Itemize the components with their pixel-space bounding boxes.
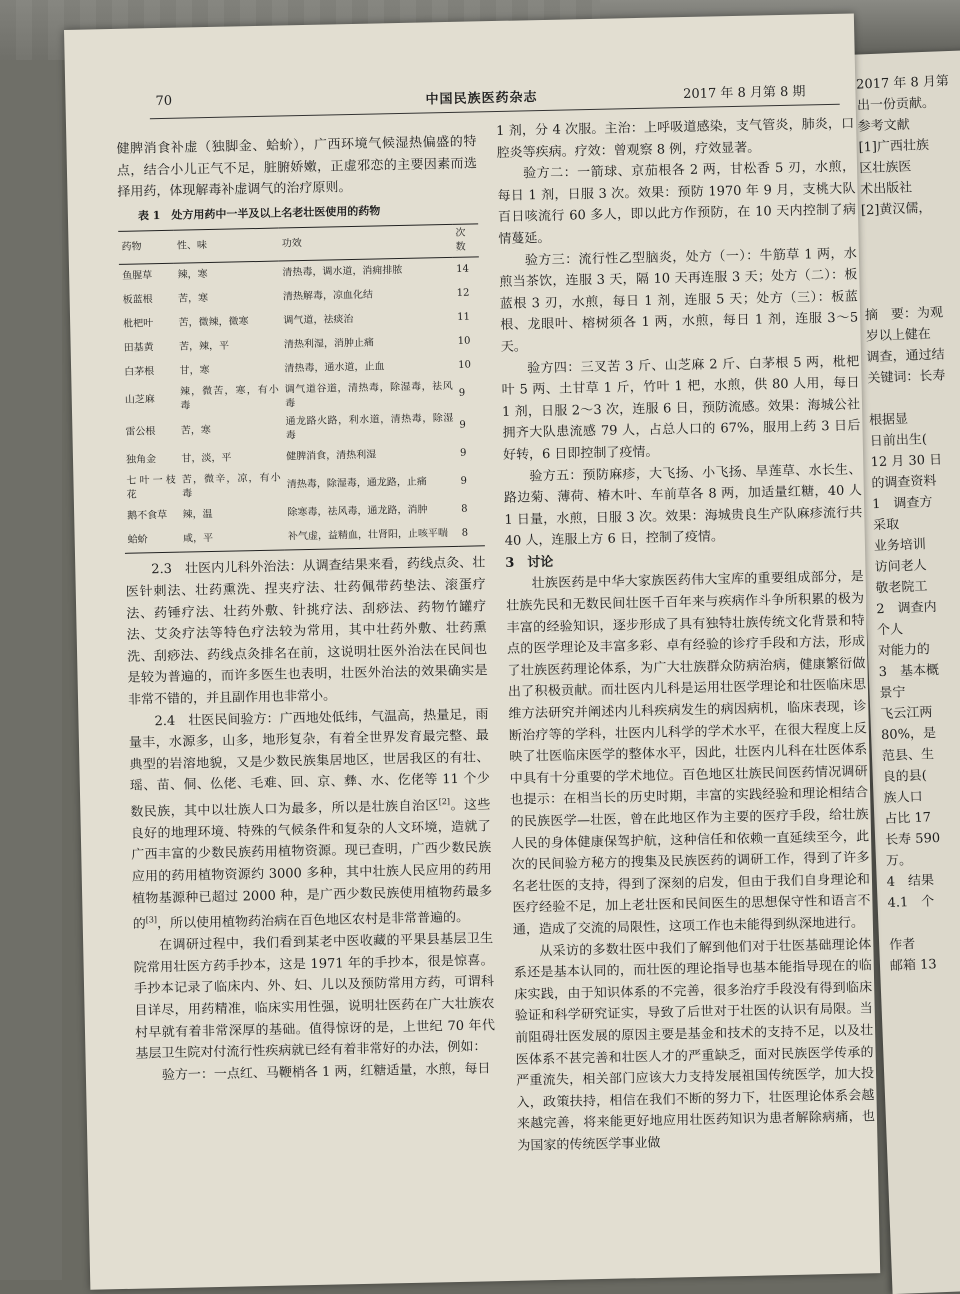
- table-cell: 苦，寒: [180, 425, 211, 438]
- s24-part-b: 。这些良好的地理环境、特殊的气候条件和复杂的人文环境，造就了广西丰富的少数民族药用植物资源。现已查明，广西少数民族应用的药用植物资源约 3000 多种，其中壮族人民应用的药用植物基源种已超过 2000 种，是广西少数民族使用植物药最多的: [130, 797, 493, 933]
- issue-info: 2017 年 8 月第 8 期: [683, 84, 806, 103]
- table-cell: 鹅不食草: [127, 510, 168, 523]
- section-3-heading: 3 讨论: [505, 554, 554, 571]
- table-cell: 通龙路火路，利水道，清热毒，除湿毒: [285, 413, 454, 442]
- table-cell: 9: [459, 448, 467, 460]
- table-cell: 苦，辣，平: [178, 340, 230, 354]
- next-page-line: 3 基本概: [878, 662, 940, 681]
- section-2-3: 2.3 壮医内儿科外治法：从调查结果来看，药线点灸、壮医针刺法、壮药熏洗、捏夹疗法、壮药佩带药垫法、滚蛋疗法、药锤疗法、壮药外敷、针挑疗法、刮痧法、药物竹罐疗法、艾灸疗法等特色疗法较为常用，其中壮药外敷、壮药熏洗、刮痧法、药线点灸排名在前，这说明壮医外治法在民间也是较为普遍的，而许多医生也表明，壮医外治法的效果确实是非常不错的，并且副作用也非常小。: [125, 555, 488, 708]
- journal-title: 中国民族医药杂志: [425, 90, 538, 108]
- table-header-cell: 药物: [118, 231, 174, 265]
- table-cell: 七叶一枝花: [126, 475, 176, 502]
- table-header-cell: 功效: [278, 225, 452, 262]
- next-page-line: 敬老院工: [875, 579, 928, 597]
- table-cell: 辣，寒: [177, 269, 208, 282]
- next-page-line: 业务培训: [873, 537, 927, 555]
- table-cell: 清热毒，调水道，消痈排脓: [282, 265, 403, 279]
- next-page-line: [2]黄汉儒，: [860, 200, 932, 219]
- recipe-5: 验方五：预防麻疹，大飞扬、小飞扬、旱莲草、水长生、路边菊、薄荷、椿木叶、车前草各 8 两，加适量红糖，40 人 1 日量，水煎，日服 3 次。效果：海城贵良生产队麻疹流行共 40 人，连服上方 6 日，控制了疫情。: [503, 461, 863, 550]
- table-cell: 9: [458, 388, 466, 400]
- next-page-line: 飞云江两: [880, 705, 933, 723]
- next-page-line: [1]广西壮族: [858, 137, 930, 156]
- table-header-cell: 性、味: [174, 228, 280, 263]
- next-page-line: 良的县(: [882, 768, 928, 786]
- left-column: [116, 131, 496, 1087]
- next-page-text: [856, 70, 960, 977]
- table-body: [119, 257, 485, 553]
- table-cell: 雷公根: [125, 426, 156, 439]
- table-cell: 苦，寒: [177, 293, 209, 306]
- s24-part-c: ，所以使用植物药治病在百色地区农村是非常普遍的。: [156, 910, 470, 932]
- table-cell: 清热毒，除湿毒，通龙路，止痛: [286, 476, 427, 491]
- next-page-line: 调查，通过结: [866, 347, 945, 366]
- next-page-line: 2 调查内: [876, 599, 937, 618]
- next-page-line: 1 调查方: [871, 494, 933, 513]
- next-page-line: 参考文献: [857, 117, 911, 135]
- table-cell: 健脾消食，清热利湿: [286, 449, 377, 463]
- intro-paragraph: 健脾消食补虚（独脚金、蛤蚧），广西环境气候湿热偏盛的特点，结合小儿正气不足，脏腑娇嫩，正虚邪恋的主要因素而选择用药，体现解毒补虚调气的治疗原则。: [116, 134, 478, 201]
- next-page-line: 4.1 个: [887, 894, 935, 911]
- next-page-line: 区壮族医: [859, 159, 912, 177]
- table-cell: 清热毒，通水道，止血: [284, 361, 385, 375]
- table-cell: 辣，温: [182, 509, 213, 521]
- table-cell: 苦，微辣，微寒: [178, 316, 249, 330]
- table-cell: 10: [458, 359, 472, 372]
- recipe-1-start: 验方一：一点红、马鞭梢各 1 两，红糖适量，水煎，每日: [161, 1060, 491, 1083]
- next-page-line: 摘 要：为观: [864, 305, 944, 324]
- next-page-line: 个人: [876, 622, 904, 639]
- table-caption: 表 1 处方用药中一半及以上名老壮医使用的药物: [137, 204, 381, 223]
- table-cell: 鱼腥草: [122, 270, 153, 283]
- next-page-line: 出一份贡献。: [856, 95, 936, 114]
- next-page-line: 占比 17: [884, 810, 932, 828]
- recipe-2: 验方二：一箭球、京茄根各 2 两，甘松香 5 刃，水煎，每日 1 剂，日服 3 次。效果：预防 1970 年 9 月，支桃大队百日咳流行 60 多人，即以此方作预防，在 10 天内控制了病情蔓延。: [497, 159, 857, 247]
- table-cell: 9: [459, 420, 466, 432]
- page-number: 70: [155, 93, 173, 110]
- next-page-line: 岁以上健在: [865, 326, 932, 345]
- table-header-cell: 次数: [452, 224, 479, 258]
- next-page-line: 术出版社: [859, 180, 913, 198]
- recipe-3: 验方三：流行性乙型脑炎，处方（一）：牛筋草 1 两，水煎当茶饮，连服 3 天，隔 10 天再连服 3 天；处方（二）：板蓝根 3 刃，水煎，每日 1 剂，连服 5 天；处方（三）：板蓝根、龙眼叶、榕树须各 1 两，水煎，每日 1 剂，连服 3～5 天。: [499, 246, 859, 355]
- table-cell: 田基黄: [123, 342, 154, 355]
- table-cell: 10: [457, 335, 471, 348]
- next-page-line: 邮箱 13: [889, 957, 937, 974]
- journal-page: [64, 13, 880, 1289]
- next-page-line: 关键词：长寿: [867, 368, 946, 387]
- next-page-line: 范县、生: [881, 747, 935, 765]
- table-cell: 补气虚，益精血，壮肾阳，止咳平喘: [285, 522, 459, 550]
- table-cell: 甘，淡，平: [181, 452, 232, 466]
- next-page-line: 采取: [872, 517, 900, 534]
- next-page-line: 2017 年 8 月第: [855, 74, 950, 93]
- next-page-line: 根据显: [868, 411, 909, 429]
- table-cell: 独角金: [125, 454, 157, 467]
- next-page-line: 作者: [888, 936, 916, 953]
- table-cell: 辣，微苦，寒，有小毒: [179, 384, 279, 413]
- table-cell: 除寒毒，祛风毒，通龙路，消肿: [287, 504, 428, 519]
- next-page-line: 族人口: [883, 789, 923, 807]
- citation-2: [2]: [438, 796, 451, 807]
- table-cell: 咸，平: [180, 526, 285, 553]
- right-column: [496, 113, 876, 1157]
- section-2-4: [128, 704, 493, 936]
- next-page-line: 景宁: [879, 685, 906, 702]
- recipe-4: 验方四：三叉苦 3 斤、山芝麻 2 斤、白茅根 5 两，枇杷叶 5 两、土甘草 1 斤，竹叶 1 杷，水煎，供 80 人用，每日 1 剂，日服 2～3 次，连服 6 日，预防流感。效果：海城公社拥齐大队患流感 79 人，占总人口的 67%，服用上药 3 日后好转，6 日即控制了疫情。: [501, 353, 861, 463]
- recipe-1-end: 1 剂，分 4 次服。主治：上呼吸道感染，支气管炎，肺炎，口腔炎等疾病。疗效：曾观察 8 例，疗效显著。: [496, 116, 855, 161]
- citation-3: [3]: [145, 915, 158, 925]
- next-page-line: 的调查资料: [871, 473, 937, 492]
- table-cell: 清热利湿，消肿止痛: [283, 337, 375, 351]
- table-cell: 8: [458, 522, 484, 547]
- table-cell: 11: [457, 311, 471, 324]
- next-page-line: 4 结果: [886, 873, 935, 890]
- next-page-line: 12 月 30 日: [870, 452, 943, 471]
- table-cell: 8: [461, 504, 468, 516]
- table-cell: 调气道谷道，清热毒，除湿毒，祛风毒: [284, 381, 453, 410]
- table-cell: 清热解毒，凉血化结: [282, 289, 374, 303]
- desk-left: [0, 60, 62, 1280]
- next-page-line: 对能力的: [877, 642, 931, 660]
- table-cell: 蛤蚧: [124, 528, 180, 554]
- table-cell: 板蓝根: [122, 294, 153, 307]
- table-cell: 白茅根: [124, 366, 155, 379]
- next-page-line: 访问老人: [874, 558, 927, 576]
- next-page-line: 长寿 590: [884, 830, 941, 849]
- table-cell: 甘，寒: [179, 365, 210, 378]
- discussion-paragraph-2: 从采访的多数壮医中我们了解到他们对于壮医基础理论体系还是基本认同的，而壮医的理论指导也基本能指导现在的临床实践，由于知识体系的不完善，很多治疗手段没有得到临床验证和科学研究证实，导致了后世对于壮医的认识有局限。当前阻碍壮医发展的原因主要是基金和技术的支持不足，以及壮医体系不甚完善和壮医人才的严重缺乏，面对民族医学传承的严重流失，相关部门应该大力支持发展祖国传统医学，加大投入，政策扶持，相信在我们不断的努力下，壮医理论体系会越来越完善，将来能更好地应用壮医药知识为患者解除病痛，也为国家的传统医学事业做: [513, 936, 876, 1154]
- table-cell: 12: [456, 287, 470, 300]
- table-cell: 调气道，祛痰治: [283, 314, 354, 327]
- table-cell: 苦，微辛，凉，有小毒: [181, 472, 281, 501]
- table-cell: 14: [456, 263, 470, 276]
- survey-paragraph: 在调研过程中，我们看到某老中医收藏的平果县基层卫生院常用壮医方药手抄本，这是 1971 年的手抄本，很是惊喜。手抄本记录了临床内、外、妇、儿以及预防常用方药，可谓科目详尽，用药精准，临床实用性强，说明壮医药在广大壮族农村早就有着非常深厚的基础。值得惊讶的是，上世纪 70 年代基层卫生院对付流行性疾病就已经有着非常好的办法，例如：: [133, 931, 496, 1062]
- table-cell: 山芝麻: [124, 394, 155, 407]
- next-page-line: 日前出生(: [869, 432, 928, 450]
- herb-table: [118, 224, 485, 554]
- s24-part-a: 2.4 壮医民间验方：广西地处低纬，气温高，热量足，雨量丰，水源多，山多，地形复杂，有着全世界发育最完整、最典型的岩溶地貌，又是少数民族集居地区，世居我区的有壮、瑶、苗、侗、仫佬、毛难、回、京、彝、水、仡佬等 11 个少数民族，其中以壮族人口为最多，所以是壮族自治区: [128, 706, 490, 821]
- table-cell: 9: [460, 476, 468, 488]
- next-page-line: 80%，是: [880, 726, 937, 744]
- next-page-line: 万。: [885, 853, 913, 870]
- table-cell: 枇杷叶: [123, 318, 154, 331]
- discussion-paragraph-1: 壮族医药是中华大家族医药伟大宝库的重要组成部分，是壮族先民和无数民间壮医千百年来与疾病作斗争所积累的极为丰富的经验知识，逐步形成了具有独特壮族传统文化背景和特点的医学理论及丰富多彩、卓有经验的诊疗手段和方法，形成了壮族医药理论体系，为广大壮族群众防病治病，健康繁衍做出了积极贡献。而壮医内儿科是运用壮医学理论和壮医临床思维方法研究并阐述内儿科疾病发生的病因病机，临床表现，诊断治疗等的学科，壮医内儿科学的学术水平，在很大程度上反映了壮医临床医学的整体水平，因此，壮医内儿科在壮医体系中具有十分重要的学术地位。百色地区壮族民间医药情况调研也提示：在相当长的历史时期，丰富的实践经验和理论相结合的民族医学—壮医，曾在此地区作为主要的医疗手段，给壮族人民的身体健康保驾护航，这种信任和依赖一直延续至今，此次的民间验方秘方的搜集及民族医药的调研工作，得到了许多名老壮医的支持，得到了深刻的启发，但由于我们自身理论和医疗经验不足，加上老壮医和民间医生的思想保守性和语言不通，造成了交流的局限性，这项工作也未能得到纵深地进行。: [506, 569, 871, 938]
